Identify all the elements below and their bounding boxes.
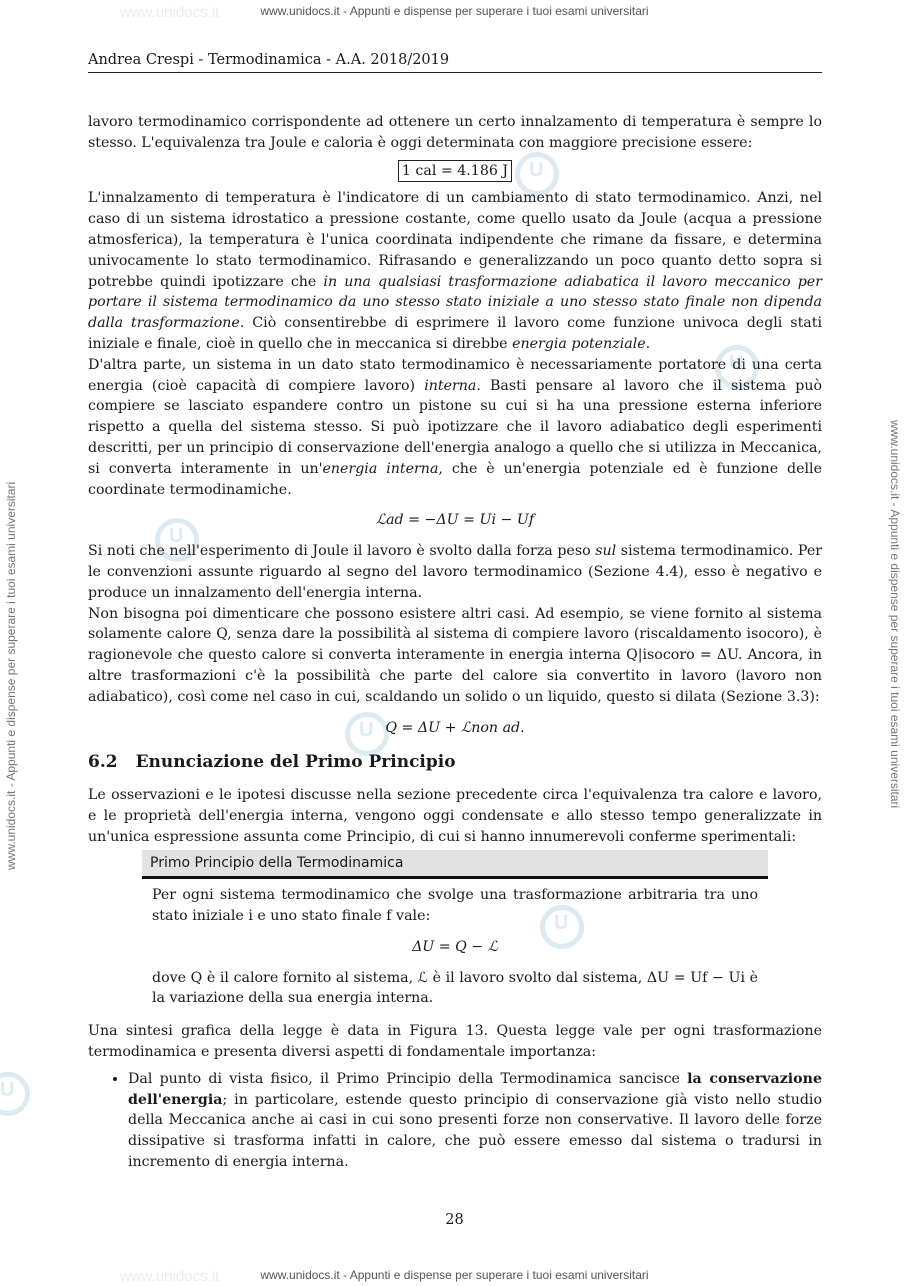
paragraph: L'innalzamento di temperatura è l'indicatore di un cambiamento di stato termodinamico. Anzi, nel caso di un sistema idrostatico a pressione costante, come quello usato da Joule (acqua a pressione atmosferica), la temperatura è l'unica coordinata indipendente che rimane da fissare, e determina univocamente lo stato termodinamico. Rifrasando e generalizzando un poco quanto detto sopra si potrebbe quindi ipotizzare che in una qualsiasi trasformazione adiabatica il lavoro meccanico per portare il sistema termodinamico da uno stesso stato iniziale a uno stesso stato finale non dipenda dalla trasformazione. Ciò consentirebbe di esprimere il lavoro come funzione univoca degli stati iniziale e finale, cioè in quello che in meccanica si direbbe energia potenziale. xyxy=(88,190,822,352)
ghost-watermark: www.unidocs.it xyxy=(120,1268,220,1285)
watermark-bottom: www.unidocs.it - Appunti e dispense per superare i tuoi esami universitari xyxy=(260,1268,649,1282)
bullet-list xyxy=(110,1069,822,1173)
list-item: • Dal punto di vista fisico, il Primo Principio della Termodinamica sancisce la conservazione dell'energia; in particolare, estende questo principio di conservazione già visto nello studio della Meccanica anche ai casi in cui sono presenti forze non conservative. Il lavoro delle forze dissipative si trasforma infatti in calore, che può essere emesso dal sistema o tradursi in incremento di energia interna. xyxy=(128,1069,822,1173)
paragraph: Le osservazioni e le ipotesi discusse nella sezione precedente circa l'equivalenza tra calore e lavoro, e le proprietà dell'energia interna, vengono oggi condensate e allo stesso tempo generalizzate in un'unica espressione assunta come Principio, di cui si hanno innumerevoli conferme sperimentali: xyxy=(88,787,822,845)
paragraph: Non bisogna poi dimenticare che possono esistere altri casi. Ad esempio, se viene fornito al sistema solamente calore Q, senza dare la possibilità al sistema di compiere lavoro (riscaldamento isocoro), è ragionevole che questo calore si converta interamente in energia interna Q|isocoro = ΔU. Ancora, in altre trasformazioni c'è la possibilità che parte del calore sia convertito in lavoro (lavoro non adiabatico), così come nel caso in cui, scaldando un solido o un liquido, questo si dilata (Sezione 3.3): xyxy=(88,605,822,705)
paragraph: lavoro termodinamico corrispondente ad ottenere un certo innalzamento di temperatura è sempre lo stesso. L'equivalenza tra Joule e caloria è oggi determinata con maggiore precisione essere: xyxy=(88,114,822,151)
paragraph: Si noti che nell'esperimento di Joule il lavoro è svolto dalla forza peso sul sistema termodinamico. Per le convenzioni assunte riguardo al segno del lavoro termodinamico (Sezione 4.4), esso è negativo e produce un innalzamento dell'energia interna. xyxy=(88,543,822,601)
watermark-right: www.unidocs.it - Appunti e dispense per superare i tuoi esami universitari xyxy=(888,420,902,809)
watermark-top: www.unidocs.it - Appunti e dispense per superare i tuoi esami universitari xyxy=(260,4,649,18)
page-header: Andrea Crespi - Termodinamica - A.A. 2018/2019 xyxy=(88,52,822,73)
equation-cal-joule: 1 cal = 4.186 J xyxy=(88,160,822,183)
theorem-box xyxy=(142,850,768,1016)
watermark-left: www.unidocs.it - Appunti e dispense per superare i tuoi esami universitari xyxy=(4,481,18,870)
paragraph: D'altra parte, un sistema in un dato stato termodinamico è necessariamente portatore di una certa energia (cioè capacità di compiere lavoro) interna. Basti pensare al lavoro che il sistema può compiere se lasciato espandere contro un pistone su cui si ha una pressione esterna inferiore rispetto a quella del sistema stesso. Si può ipotizzare che il lavoro adiabatico degli esperimenti descritti, per un principio di conservazione dell'energia analogo a quello che si utilizza in Meccanica, si converta interamente in un'energia interna, che è un'energia potenziale ed è funzione delle coordinate termodinamiche. xyxy=(88,356,822,498)
theorem-body: Per ogni sistema termodinamico che svolge una trasformazione arbitraria tra uno stato iniziale i e uno stato finale f vale: ΔU = Q − ℒ dove Q è il calore fornito al sistema, ℒ è il lavoro svolto dal sistema, ΔU = Uf − Ui è la variazione della sua energia interna. xyxy=(152,887,758,1007)
theorem-title: Primo Principio della Termodinamica xyxy=(142,850,768,880)
page-number: 28 xyxy=(445,1212,464,1228)
equation-first-law: ΔU = Q − ℒ xyxy=(412,938,498,955)
ghost-watermark: www.unidocs.it xyxy=(120,4,220,21)
paragraph: Una sintesi grafica della legge è data in Figura 13. Questa legge vale per ogni trasformazione termodinamica e presenta diversi aspetti di fondamentale importanza: xyxy=(88,1023,822,1061)
section-heading: 6.2 Enunciazione del Primo Principio xyxy=(88,752,456,773)
equation-heat: Q = ΔU + ℒnon ad. xyxy=(385,719,525,736)
equation-adiabatic-work: ℒad = −ΔU = Ui − Uf xyxy=(375,512,535,529)
unidocs-logo-icon xyxy=(0,1072,30,1116)
page-content xyxy=(88,112,822,1173)
